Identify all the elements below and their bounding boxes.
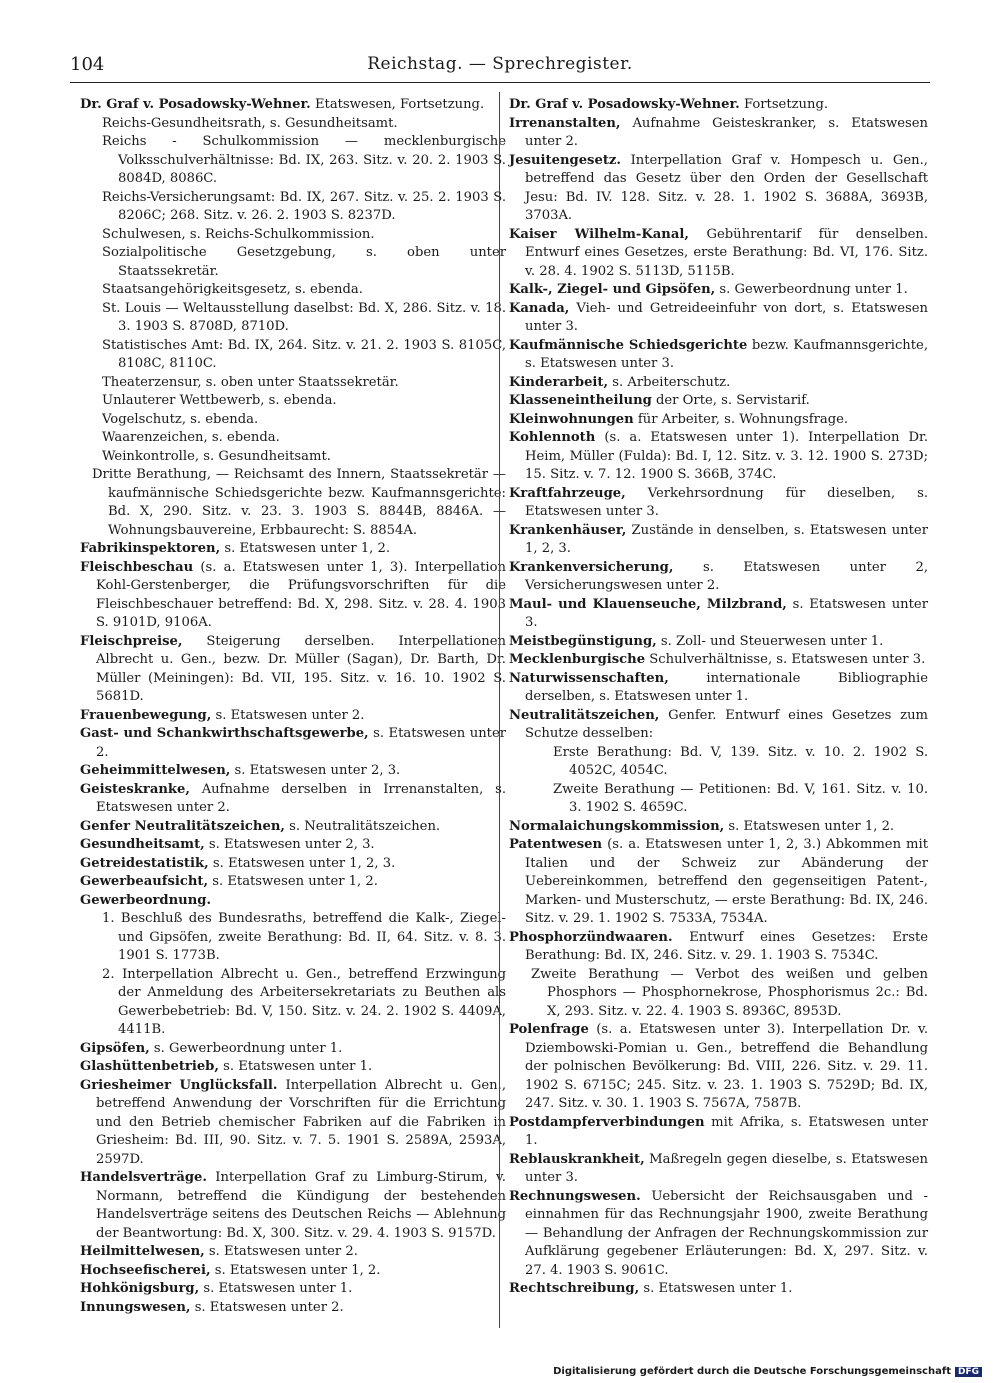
- index-entry: [509, 152, 928, 226]
- entry-text: Aufnahme derselben in Irrenanstalten, s. Etatswesen unter 2.: [96, 781, 506, 815]
- index-entry: [509, 596, 928, 633]
- footer-credit: Digitalisierung gefördert durch die Deutsche Forschungsgemeinschaft: [553, 1366, 951, 1377]
- entry-text: s. Etatswesen unter 2.: [190, 1299, 344, 1315]
- index-entry: [80, 1169, 506, 1243]
- index-entry: [509, 966, 928, 1022]
- entry-text: s. Etatswesen unter 1, 2.: [210, 1262, 381, 1278]
- entry-text: s. Neutralitätszeichen.: [284, 818, 441, 834]
- entry-text: mit Afrika, s. Etatswesen unter 1.: [525, 1114, 928, 1148]
- entry-text: bezw. Kaufmannsgerichte, s. Etatswesen unter 3.: [525, 337, 928, 371]
- index-entry: [509, 836, 928, 929]
- entry-keyword: Heilmittelwesen,: [80, 1244, 205, 1259]
- index-entry: [80, 189, 506, 226]
- index-entry: [509, 226, 928, 282]
- entry-keyword: Normalaichungskommission,: [509, 818, 725, 834]
- entry-text: s. Etatswesen unter 2, Versicherungswesen unter 2.: [525, 559, 928, 593]
- entry-text: 2. Interpellation Albrecht u. Gen., betreffend Erzwingung der Anmeldung des Arbeitersekretariats zu Beuthen als Gewerbebetrieb: Bd. V, 150. Sitz. v. 24. 2. 1902 S. 4409A, 4411B.: [102, 966, 506, 1037]
- entry-keyword: Kinderarbeit,: [509, 374, 609, 390]
- entry-text: s. Etatswesen unter 1, 2, 3.: [208, 855, 396, 871]
- index-entry: [80, 892, 506, 911]
- entry-text: (s. a. Etatswesen unter 1, 2, 3.) Abkommen mit Italien und der Schweiz zur Abänderung der Uebereinkommen, betreffend den gegenseitigen Patent-, Marken- und Musterschutz, — erste Berathung: Bd. IX, 246. Sitz. v. 29. 1. 1902 S. 7533A, 7534A.: [525, 837, 928, 926]
- entry-text: Theaterzensur, s. oben unter Staatssekretär.: [102, 374, 399, 390]
- index-entry: [80, 244, 506, 281]
- index-entry: [509, 651, 928, 670]
- index-entry: [80, 226, 506, 245]
- entry-keyword: Fabrikinspektoren,: [80, 541, 221, 556]
- index-entry: [80, 540, 506, 559]
- index-entry: [509, 1114, 928, 1151]
- entry-text: Steigerung derselben. Interpellationen Albrecht u. Gen., bezw. Dr. Müller (Sagan), Dr. Barth, Dr. Müller (Meiningen): Bd. VII, 195. Sitz. v. 16. 10. 1902 S. 5681D.: [96, 633, 506, 704]
- index-entry: [80, 633, 506, 707]
- index-entry: [80, 337, 506, 374]
- index-entry: [80, 1262, 506, 1281]
- entry-text: Reichs - Schulkommission — mecklenburgische Volksschulverhältnisse: Bd. IX, 263. Sitz. v. 20. 2. 1903 S. 8084D, 8086C.: [102, 134, 506, 186]
- entry-text: Waarenzeichen, s. ebenda.: [102, 430, 280, 445]
- entry-text: Weinkontrolle, s. Gesundheitsamt.: [102, 448, 331, 464]
- entry-text: s. Gewerbeordnung unter 1.: [715, 282, 908, 297]
- entry-text: Vogelschutz, s. ebenda.: [102, 411, 259, 427]
- header-rule: [70, 82, 930, 83]
- entry-text: Etatswesen, Fortsetzung.: [310, 97, 485, 112]
- entry-keyword: Kanada,: [509, 300, 570, 316]
- index-entry: [509, 411, 928, 430]
- index-entry: [509, 115, 928, 152]
- index-entry: [509, 1280, 928, 1299]
- entry-keyword: Maul- und Klauenseuche, Milzbrand,: [509, 596, 787, 612]
- entry-text: Entwurf eines Gesetzes: Erste Berathung: Bd. IX, 246. Sitz. v. 29. 1. 1903 S. 7534C.: [525, 929, 928, 963]
- footer: [553, 1366, 982, 1377]
- page-header: [70, 54, 930, 80]
- entry-keyword: Gewerbeordnung.: [80, 892, 212, 908]
- entry-keyword: Glashüttenbetrieb,: [80, 1059, 219, 1074]
- entry-text: Zweite Berathung — Petitionen: Bd. V, 161. Sitz. v. 10. 3. 1902 S. 4659C.: [553, 781, 928, 815]
- entry-text: Interpellation Albrecht u. Gen., betreffend Anwendung der Vorschriften für die Errichtung und den Betrieb chemischer Fabriken auf die Fabriken in Griesheim: Bd. III, 90. Sitz. v. 7. 5. 1901 S. 2589A, 2593A, 2597D.: [96, 1077, 506, 1167]
- entry-text: s. Etatswesen unter 1.: [639, 1281, 793, 1296]
- index-entry: [509, 300, 928, 337]
- entry-text: internationale Bibliographie derselben, s. Etatswesen unter 1.: [525, 670, 928, 704]
- index-entry: [509, 633, 928, 652]
- entry-text: (s. a. Etatswesen unter 1, 3). Interpellation Kohl-Gerstenberger, die Prüfungsvorschriften für die Fleischbeschauer betreffend: Bd. X, 298. Sitz. v. 28. 4. 1903 S. 9101D, 9106A.: [96, 559, 506, 630]
- index-entry: [80, 818, 506, 837]
- entry-keyword: Rechnungswesen.: [509, 1188, 641, 1204]
- index-entry: [509, 1021, 928, 1114]
- entry-text: 1. Beschluß des Bundesraths, betreffend die Kalk-, Ziegel- und Gipsöfen, zweite Berathung: Bd. II, 64. Sitz. v. 8. 3. 1901 S. 1773B.: [102, 911, 506, 963]
- index-entry: [80, 836, 506, 855]
- index-entry: [80, 781, 506, 818]
- index-entry: [80, 559, 506, 633]
- entry-text: Gebührentarif für denselben. Entwurf eines Gesetzes, erste Berathung: Bd. VI, 176. Sitz. v. 28. 4. 1902 S. 5113D, 5115B.: [525, 226, 928, 279]
- entry-text: Interpellation Graf v. Hompesch u. Gen., betreffend das Gesetz über den Orden der Gesellschaft Jesu: Bd. IV. 128. Sitz. v. 28. 1. 1902 S. 3688A, 3693B, 3703A.: [525, 152, 928, 223]
- index-entry: [509, 392, 928, 411]
- index-entry: [509, 96, 928, 115]
- index-entry: [80, 966, 506, 1040]
- entry-text: s. Zoll- und Steuerwesen unter 1.: [656, 633, 884, 649]
- index-entry: [509, 337, 928, 374]
- entry-text: (s. a. Etatswesen unter 3). Interpellation Dr. v. Dziembowski-Pomian u. Gen., betreffend die Behandlung der polnischen Bevölkerung: Bd. VIII, 226. Sitz. v. 29. 11. 1902 S. 6715C; 245. Sitz. v. 23. 1. 1903 S. 7529D; Bd. IX, 247. Sitz. v. 30. 1. 1903 S. 7567A, 7587B.: [525, 1022, 928, 1111]
- index-entry: [509, 522, 928, 559]
- entry-keyword: Fleischpreise,: [80, 633, 183, 649]
- entry-text: Fortsetzung.: [739, 97, 829, 112]
- entry-text: (s. a. Etatswesen unter 1). Interpellation Dr. Heim, Müller (Fulda): Bd. I, 12. Sitz. v. 3. 12. 1900 S. 273D; 15. Sitz. v. 7. 12. 1900 S. 366B, 374C.: [525, 430, 928, 482]
- entry-keyword: Phosphorzündwaaren.: [509, 929, 673, 945]
- index-entry: [80, 115, 506, 134]
- entry-keyword: Getreidestatistik,: [80, 855, 209, 871]
- index-entry: [509, 374, 928, 393]
- entry-keyword: Patentwesen: [509, 837, 603, 852]
- entry-keyword: Neutralitätszeichen,: [509, 707, 660, 723]
- entry-keyword: Polenfrage: [509, 1022, 589, 1037]
- entry-text: St. Louis — Weltausstellung daselbst: Bd. X, 286. Sitz. v. 18. 3. 1903 S. 8708D, 8710D.: [102, 300, 506, 334]
- entry-text: Dritte Berathung, — Reichsamt des Innern, Staatssekretär — kaufmännische Schiedsgerichte bezw. Kaufmannsgerichte: Bd. X, 290. Sitz. v. 23. 3. 1903 S. 8844B, 8846A. — Wohnungsbauvereine, Erbbaurecht: S. 8854A.: [92, 467, 506, 538]
- entry-keyword: Geisteskranke,: [80, 781, 190, 797]
- entry-keyword: Krankenversicherung,: [509, 559, 674, 575]
- entry-text: Genfer. Entwurf eines Gesetzes zum Schutze desselben:: [525, 707, 928, 741]
- index-entry: [80, 1243, 506, 1262]
- entry-keyword: Dr. Graf v. Posadowsky-Wehner.: [509, 97, 740, 112]
- entry-text: Staatsangehörigkeitsgesetz, s. ebenda.: [102, 282, 363, 297]
- index-entry: [509, 1188, 928, 1281]
- index-entry: [80, 429, 506, 448]
- entry-keyword: Hochseefischerei,: [80, 1262, 211, 1278]
- index-entry: [80, 725, 506, 762]
- index-entry: [80, 910, 506, 966]
- entry-keyword: Gipsöfen,: [80, 1040, 150, 1056]
- dfg-logo: DFG: [955, 1367, 982, 1377]
- index-entry: [80, 1077, 506, 1170]
- entry-text: s. Etatswesen unter 2.: [211, 707, 365, 723]
- entry-keyword: Jesuitengesetz.: [509, 152, 621, 168]
- entry-keyword: Krankenhäuser,: [509, 522, 627, 538]
- page-number: 104: [70, 54, 105, 75]
- entry-text: für Arbeiter, s. Wohnungsfrage.: [633, 411, 849, 427]
- entry-text: Erste Berathung: Bd. V, 139. Sitz. v. 10. 2. 1902 S. 4052C, 4054C.: [553, 744, 928, 778]
- running-head: Reichstag. — Sprechregister.: [367, 54, 633, 74]
- index-entry: [80, 873, 506, 892]
- entry-keyword: Kalk-, Ziegel- und Gipsöfen,: [509, 282, 716, 297]
- entry-text: Unlauterer Wettbewerb, s. ebenda.: [102, 393, 337, 408]
- index-entry: [509, 744, 928, 781]
- entry-text: Aufnahme Geisteskranker, s. Etatswesen unter 2.: [525, 115, 928, 149]
- entry-keyword: Kleinwohnungen: [509, 411, 634, 427]
- index-entry: [509, 818, 928, 837]
- entry-keyword: Gewerbeaufsicht,: [80, 874, 209, 889]
- entry-text: s. Arbeiterschutz.: [608, 374, 731, 390]
- entry-keyword: Gast- und Schankwirthschaftsgewerbe,: [80, 726, 369, 741]
- entry-keyword: Klasseneintheilung: [509, 393, 652, 408]
- index-entry: [80, 374, 506, 393]
- entry-keyword: Mecklenburgische: [509, 652, 646, 667]
- entry-keyword: Dr. Graf v. Posadowsky-Wehner.: [80, 97, 311, 112]
- index-entry: [509, 929, 928, 966]
- index-entry: [509, 281, 928, 300]
- entry-text: Reichs-Gesundheitsrath, s. Gesundheitsamt.: [102, 115, 398, 131]
- entry-text: Interpellation Graf zu Limburg-Stirum, v. Normann, betreffend die Kündigung der bestehenden Handelsverträge seitens des Deutschen Reichs — Ablehnung der Beantwortung: Bd. X, 300. Sitz. v. 29. 4. 1903 S. 9157D.: [96, 1170, 506, 1241]
- index-entry: [80, 855, 506, 874]
- left-column: [80, 96, 506, 1317]
- index-entry: [80, 448, 506, 467]
- right-column: [509, 96, 928, 1299]
- entry-text: s. Etatswesen unter 1, 2.: [724, 818, 895, 834]
- entry-text: s. Etatswesen unter 3.: [525, 596, 928, 630]
- entry-text: s. Etatswesen unter 1, 2.: [220, 541, 391, 556]
- entry-keyword: Irrenanstalten,: [509, 115, 621, 131]
- index-entry: [509, 559, 928, 596]
- entry-keyword: Griesheimer Unglücksfall.: [80, 1077, 278, 1093]
- entry-text: Sozialpolitische Gesetzgebung, s. oben unter Staatssekretär.: [102, 245, 506, 279]
- index-entry: [80, 300, 506, 337]
- entry-text: Reichs-Versicherungsamt: Bd. IX, 267. Sitz. v. 25. 2. 1903 S. 8206C; 268. Sitz. v. 26. 2. 1903 S. 8237D.: [102, 189, 506, 223]
- index-entry: [80, 411, 506, 430]
- entry-text: s. Etatswesen unter 2, 3.: [204, 837, 375, 852]
- entry-keyword: Reblauskrankheit,: [509, 1151, 645, 1167]
- entry-keyword: Kaiser Wilhelm-Kanal,: [509, 226, 689, 242]
- entry-text: s. Etatswesen unter 2.: [96, 726, 506, 760]
- entry-keyword: Meistbegünstigung,: [509, 633, 657, 649]
- index-entry: [80, 392, 506, 411]
- entry-keyword: Fleischbeschau: [80, 559, 194, 575]
- entry-keyword: Kraftfahrzeuge,: [509, 485, 626, 501]
- index-entry: [80, 1280, 506, 1299]
- entry-text: Uebersicht der Reichsausgaben und -einnahmen für das Rechnungsjahr 1900, zweite Berathung — Behandlung der Anfragen der Rechnungskommission zur Aufklärung gegebener Erläuterungen: Bd. X, 297. Sitz. v. 27. 4. 1903 S. 9061C.: [525, 1188, 928, 1278]
- index-entry: [80, 707, 506, 726]
- column-divider: [499, 92, 500, 1328]
- index-entry: [509, 707, 928, 744]
- entry-text: s. Etatswesen unter 1, 2.: [208, 874, 378, 889]
- entry-text: s. Etatswesen unter 1.: [218, 1059, 373, 1074]
- entry-text: der Orte, s. Servistarif.: [651, 393, 810, 408]
- entry-keyword: Geheimmittelwesen,: [80, 763, 231, 778]
- entry-text: Maßregeln gegen dieselbe, s. Etatswesen unter 3.: [525, 1151, 928, 1185]
- index-entry: [509, 429, 928, 485]
- entry-keyword: Kaufmännische Schiedsgerichte: [509, 337, 748, 353]
- index-entry: [80, 96, 506, 115]
- entry-keyword: Hohkönigsburg,: [80, 1281, 200, 1296]
- entry-text: Zustände in denselben, s. Etatswesen unter 1, 2, 3.: [525, 522, 928, 556]
- entry-keyword: Gesundheitsamt,: [80, 837, 205, 852]
- index-entry: [509, 485, 928, 522]
- entry-text: s. Etatswesen unter 2, 3.: [230, 763, 401, 778]
- entry-keyword: Innungswesen,: [80, 1299, 191, 1315]
- entry-text: Statistisches Amt: Bd. IX, 264. Sitz. v. 21. 2. 1903 S. 8105C, 8108C, 8110C.: [102, 337, 506, 371]
- entry-keyword: Genfer Neutralitätszeichen,: [80, 818, 285, 834]
- index-entry: [509, 670, 928, 707]
- entry-text: s. Etatswesen unter 1.: [199, 1281, 353, 1296]
- entry-keyword: Handelsverträge.: [80, 1170, 207, 1185]
- entry-text: Verkehrsordnung für dieselben, s. Etatswesen unter 3.: [525, 485, 928, 519]
- index-entry: [80, 1299, 506, 1318]
- entry-keyword: Naturwissenschaften,: [509, 670, 669, 686]
- entry-text: Schulverhältnisse, s. Etatswesen unter 3.: [645, 652, 926, 667]
- index-entry: [80, 281, 506, 300]
- index-entry: [509, 1151, 928, 1188]
- entry-keyword: Rechtschreibung,: [509, 1281, 640, 1296]
- entry-text: s. Etatswesen unter 2.: [204, 1244, 358, 1259]
- index-entry: [80, 1040, 506, 1059]
- entry-keyword: Postdampferverbindungen: [509, 1114, 705, 1130]
- entry-keyword: Frauenbewegung,: [80, 707, 212, 723]
- index-entry: [80, 133, 506, 189]
- index-entry: [80, 466, 506, 540]
- index-entry: [509, 781, 928, 818]
- entry-keyword: Kohlennoth: [509, 430, 596, 445]
- entry-text: s. Gewerbeordnung unter 1.: [149, 1040, 343, 1056]
- index-entry: [80, 1058, 506, 1077]
- entry-text: Zweite Berathung — Verbot des weißen und gelben Phosphors — Phosphornekrose, Phosphorismus 2c.: Bd. X, 293. Sitz. v. 22. 4. 1903 S. 8936C, 8953D.: [531, 966, 928, 1019]
- entry-text: Schulwesen, s. Reichs-Schulkommission.: [102, 226, 375, 242]
- entry-text: Vieh- und Getreideeinfuhr von dort, s. Etatswesen unter 3.: [525, 300, 928, 334]
- index-entry: [80, 762, 506, 781]
